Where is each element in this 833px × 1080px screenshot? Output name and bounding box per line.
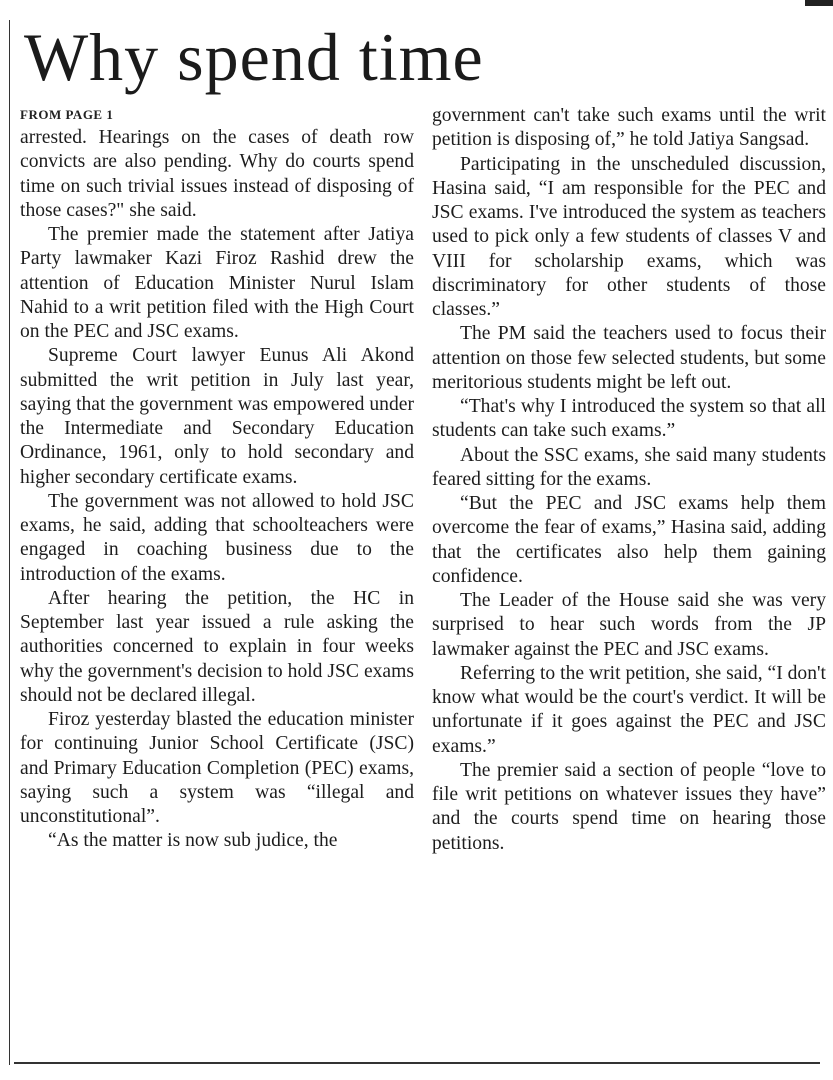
paragraph: “That's why I introduced the system so that all students can take such exams.” — [432, 396, 826, 442]
paragraph: The government was not allowed to hold JSC exams, he said, adding that schoolteachers were engaged in coaching business due to the introduction of the exams. — [20, 490, 414, 585]
paragraph: Referring to the writ petition, she said, “I don't know what would be the court's verdict. It will be unfortunate if it goes against the PEC and JSC exams.” — [432, 662, 826, 757]
paragraph: arrested. Hearings on the cases of death row convicts are also pending. Why do courts spend time on such trivial issues instead of disposing of those cases?" she said. — [20, 127, 414, 221]
article-column-right — [432, 104, 826, 856]
paragraph: “As the matter is now sub judice, the — [48, 830, 338, 852]
left-column-rule — [9, 20, 10, 1065]
paragraph: Participating in the unscheduled discussion, Hasina said, “I am responsible for the PEC and JSC exams. I've introduced the system as teachers used to pick only a few students of classes V and VIII for scholarship exams, which was discriminatory for other students of those classes.” — [432, 153, 826, 320]
paragraph: “But the PEC and JSC exams help them overcome the fear of exams,” Hasina said, adding that the certificates also help them gaining confidence. — [432, 493, 826, 587]
corner-mark — [805, 0, 833, 6]
paragraph: The PM said the teachers used to focus their attention on those few selected students, but some meritorious students might be left out. — [432, 323, 826, 393]
jump-label: FROM PAGE 1 — [20, 107, 114, 122]
headline: Why spend time — [24, 19, 484, 95]
paragraph: government can't take such exams until the writ petition is disposing of,” he told Jatiya Sangsad. — [432, 105, 826, 151]
paragraph: The premier made the statement after Jatiya Party lawmaker Kazi Firoz Rashid drew the attention of Education Minister Nurul Islam Nahid to a writ petition filed with the High Court on the PEC and JSC exams. — [20, 224, 414, 342]
article-column-left — [20, 104, 414, 854]
paragraph: The Leader of the House said she was very surprised to hear such words from the JP lawmaker against the PEC and JSC exams. — [432, 590, 826, 660]
paragraph: Supreme Court lawyer Eunus Ali Akond submitted the writ petition in July last year, saying that the government was empowered under the Intermediate and Secondary Education Ordinance, 1961, only to hold secondary and higher secondary certificate exams. — [20, 345, 414, 488]
paragraph: The premier said a section of people “love to file writ petitions on whatever issues they have” and the courts spend time on hearing those petitions. — [432, 759, 826, 854]
paragraph: About the SSC exams, she said many students feared sitting for the exams. — [432, 444, 826, 490]
paragraph: After hearing the petition, the HC in September last year issued a rule asking the authorities concerned to explain in four weeks why the government's decision to hold JSC exams should not be declared illegal. — [20, 587, 414, 706]
bottom-rule — [14, 1062, 820, 1064]
paragraph: Firoz yesterday blasted the education minister for continuing Junior School Certificate (JSC) and Primary Education Completion (PEC) exams, saying such a system was “illegal and unconstitutional”. — [20, 709, 414, 827]
